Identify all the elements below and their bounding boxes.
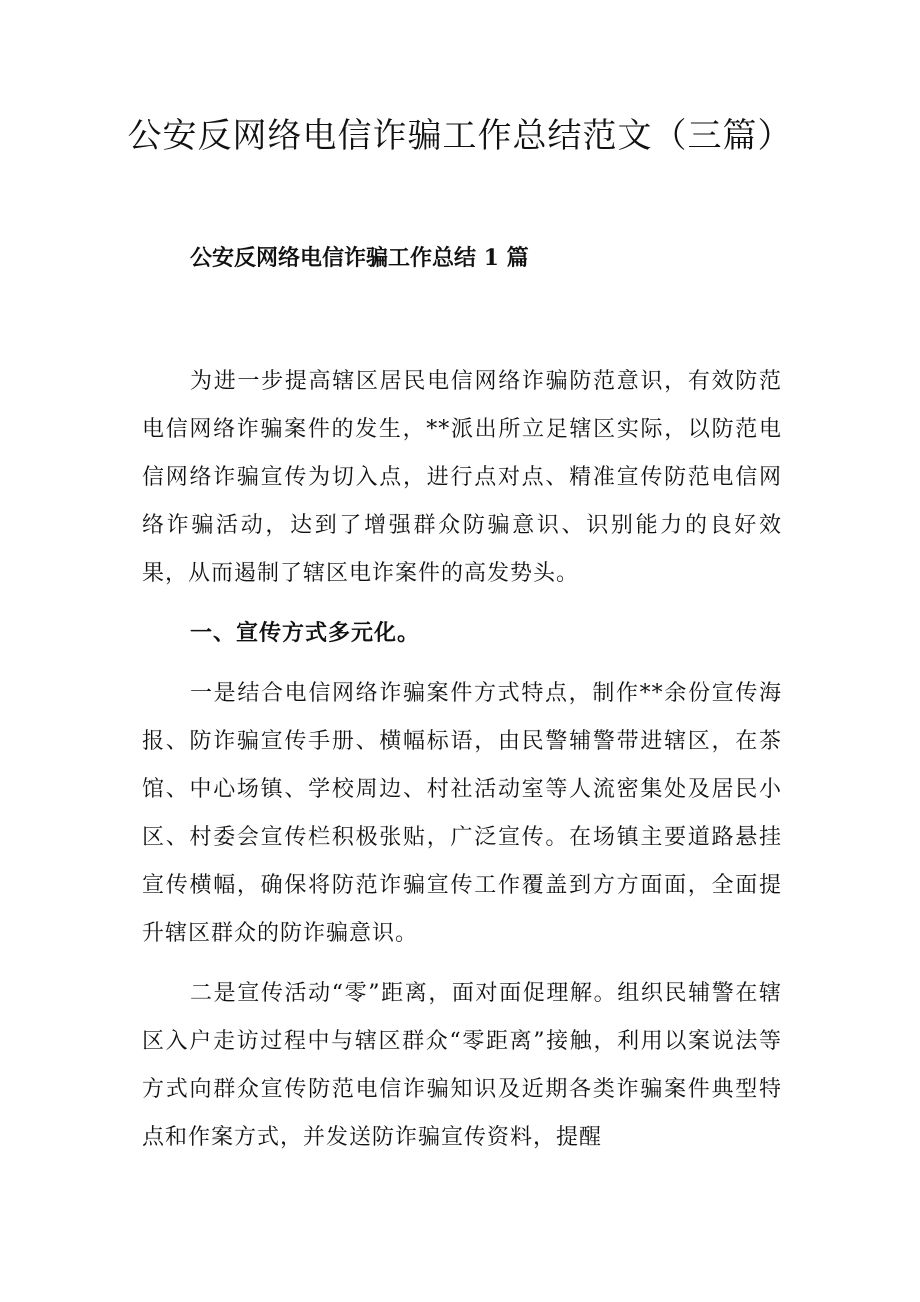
paragraph-point-one: 一是结合电信网络诈骗案件方式特点，制作**余份宣传海报、防诈骗宣传手册、横幅标语，由民警辅警带进辖区，在茶馆、中心场镇、学校周边、村社活动室等人流密集处及居民小区、村委会宣传栏积极张贴，广泛宣传。在场镇主要道路悬挂宣传横幅，确保将防范诈骗宣传工作覆盖到方方面面，全面提升辖区群众的防诈骗意识。 [142,681,782,946]
paragraph-point-two: 二是宣传活动“零”距离，面对面促理解。组织民辅警在辖区入户走访过程中与辖区群众“零距离”接触，利用以案说法等方式向群众宣传防范电信诈骗知识及近期各类诈骗案件典型特点和作案方式，并发送防诈骗宣传资料，提醒 [142,981,782,1150]
section-heading: 一、宣传方式多元化。 [190,621,421,646]
paragraph-intro: 为进一步提高辖区居民电信网络诈骗防范意识，有效防范电信网络诈骗案件的发生，**派出所立足辖区实际，以防范电信网络诈骗宣传为切入点，进行点对点、精准宣传防范电信网络诈骗活动，达到了增强群众防骗意识、识别能力的良好效果，从而遏制了辖区电诈案件的高发势头。 [142,369,782,586]
document-body [142,358,782,1162]
document-subheading: 公安反网络电信诈骗工作总结 1 篇 [190,245,529,271]
document-title: 公安反网络电信诈骗工作总结范文（三篇） [127,116,793,156]
